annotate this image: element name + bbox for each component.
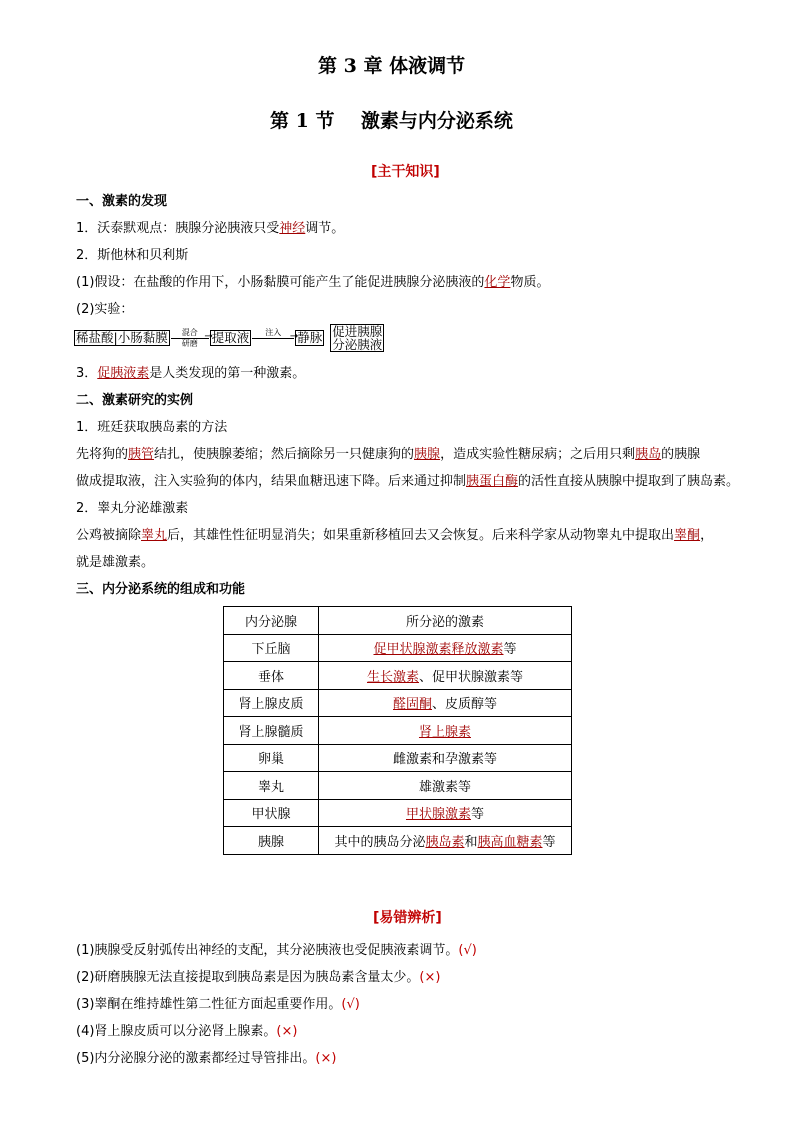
- answer-nerve: 神经: [279, 221, 306, 236]
- cell-hormones: [319, 689, 572, 717]
- experiment-flow: [74, 323, 384, 353]
- judgement-item: [76, 1047, 336, 1066]
- judgement-item: [76, 1020, 297, 1039]
- answer: 醛固酮: [392, 697, 432, 713]
- cell-hormones: [319, 717, 572, 745]
- paragraph-starling-bayliss: 2．斯他林和贝利斯: [76, 248, 189, 263]
- text: 结扎，使胰腺萎缩；然后摘除另一只健康狗的: [154, 447, 415, 462]
- error-analysis-heading: [易错辨析]: [373, 910, 442, 926]
- paragraph-testis-line2: 就是雄激素。: [76, 555, 155, 570]
- judgement-item: [76, 966, 440, 985]
- table-header-row: [224, 607, 572, 635]
- cell-gland: 垂体: [224, 662, 319, 690]
- text: 等: [503, 642, 517, 658]
- arrow-label-bottom: 研磨: [181, 339, 198, 348]
- text: 的活性直接从胰腺中提取到了胰岛素。: [518, 474, 740, 489]
- text: 等: [471, 807, 485, 823]
- paragraph-secretin: [76, 362, 305, 381]
- table-row: [224, 634, 572, 662]
- text: 做成提取液，注入实验狗的体内，结果血糖迅速下降。后来通过抑制: [76, 474, 467, 489]
- flow-box-extract: 提取液: [211, 330, 250, 345]
- table-row: [224, 799, 572, 827]
- answer-pancreas: 胰腺: [414, 447, 441, 462]
- text: 调节。: [305, 221, 345, 236]
- text: (1)假设：在盐酸的作用下，小肠黏膜可能产生了能促进胰腺分泌胰液的: [76, 275, 485, 290]
- chapter-title: 第 3 章 体液调节: [318, 55, 466, 77]
- judgement-mark: (×): [276, 1024, 298, 1039]
- text: 的胰腺: [661, 447, 701, 462]
- text: 3．: [76, 366, 98, 381]
- judgement-text: (5)内分泌腺分泌的激素都经过导管排出。: [76, 1051, 316, 1066]
- table-row: [224, 662, 572, 690]
- paragraph-banting-line1: [76, 443, 700, 462]
- cell-hormones: 雌激素和孕激素等: [319, 744, 572, 772]
- text: ，: [700, 528, 714, 543]
- flow-arrow-inject: [252, 328, 299, 348]
- text: 等: [542, 834, 556, 850]
- answer-trypsin: 胰蛋白酶: [466, 474, 519, 489]
- cell-gland: 卵巢: [224, 744, 319, 772]
- cell-gland: 下丘脑: [224, 634, 319, 662]
- table-row: [224, 744, 572, 772]
- answer-testis: 睾丸: [141, 528, 168, 543]
- cell-gland: 胰腺: [224, 827, 319, 855]
- flow-box-vein: 静脉: [297, 330, 323, 345]
- judgement-mark: (√): [458, 943, 477, 958]
- answer-chemical: 化学: [484, 275, 511, 290]
- text: 和: [464, 834, 478, 850]
- result-line-1: 促进胰腺: [332, 324, 383, 339]
- judgement-text: (1)胰腺受反射弧传出神经的支配，其分泌胰液也受促胰液素调节。: [76, 943, 459, 958]
- paragraph-testis-title: 2．睾丸分泌雄激素: [76, 501, 189, 516]
- flow-arrow-mix: [171, 328, 213, 348]
- text: 先将狗的: [76, 447, 129, 462]
- cell-hormones: [319, 662, 572, 690]
- table-row: [224, 689, 572, 717]
- paragraph-banting-line2: [76, 470, 739, 489]
- table-row: [224, 827, 572, 855]
- paragraph-hypothesis: [76, 271, 549, 290]
- judgement-item: [76, 993, 360, 1012]
- cell-hormones: [319, 827, 572, 855]
- main-knowledge-heading: [主干知识]: [371, 164, 440, 180]
- heading-research-examples: 二、激素研究的实例: [76, 393, 194, 408]
- text: 1．沃泰默观点：胰腺分泌胰液只受: [76, 221, 280, 236]
- result-line-2: 分泌胰液: [332, 337, 383, 352]
- table-row: [224, 772, 572, 800]
- arrow-label-top: 混合: [181, 328, 198, 337]
- paragraph-banting-title: 1．班廷获取胰岛素的方法: [76, 420, 228, 435]
- cell-gland: 甲状腺: [224, 799, 319, 827]
- flow-box-acid-mucosa: 稀盐酸|小肠黏膜: [76, 330, 168, 345]
- answer: 甲状腺激素: [405, 807, 471, 823]
- cell-hormones: [319, 799, 572, 827]
- text: 其中的胰岛分泌: [334, 834, 426, 850]
- answer: 胰高血糖素: [477, 834, 543, 850]
- answer-islets: 胰岛: [635, 447, 662, 462]
- text: 、皮质醇等: [432, 697, 498, 713]
- paragraph-experiment: (2)实验：: [76, 302, 134, 317]
- text: 后，其雄性性征明显消失；如果重新移植回去又会恢复。后来科学家从动物睾丸中提取出: [167, 528, 675, 543]
- arrow-label-top: 注入: [265, 328, 282, 337]
- text: ，造成实验性糖尿病；之后用只剩: [440, 447, 636, 462]
- text: 、促甲状腺激素等: [419, 669, 524, 685]
- cell-hormones: 雄激素等: [319, 772, 572, 800]
- text: 是人类发现的第一种激素。: [149, 366, 306, 381]
- judgement-text: (4)肾上腺皮质可以分泌肾上腺素。: [76, 1024, 277, 1039]
- text: 物质。: [510, 275, 550, 290]
- paragraph-testis-line1: [76, 524, 713, 543]
- judgement-text: (3)睾酮在维持雄性第二性征方面起重要作用。: [76, 997, 342, 1012]
- header-gland: 内分泌腺: [224, 607, 319, 635]
- cell-gland: 肾上腺髓质: [224, 717, 319, 745]
- cell-gland: 睾丸: [224, 772, 319, 800]
- text: 公鸡被摘除: [76, 528, 142, 543]
- judgement-mark: (×): [315, 1051, 337, 1066]
- paragraph-wertheimer: [76, 217, 344, 236]
- heading-hormone-discovery: 一、激素的发现: [76, 194, 168, 209]
- answer-pancreatic-duct: 胰管: [128, 447, 155, 462]
- judgement-item: [76, 939, 477, 958]
- table-row: [224, 717, 572, 745]
- flow-box-result: [330, 324, 384, 352]
- answer: 促甲状腺激素释放激素: [373, 642, 504, 658]
- cell-hormones: [319, 634, 572, 662]
- arrow-line: →: [171, 338, 209, 339]
- answer: 胰岛素: [425, 834, 465, 850]
- endocrine-table: [223, 606, 572, 855]
- heading-endocrine-system: 三、内分泌系统的组成和功能: [76, 582, 246, 597]
- answer-secretin: 促胰液素: [97, 366, 150, 381]
- judgement-mark: (×): [419, 970, 441, 985]
- header-hormones: 所分泌的激素: [319, 607, 572, 635]
- answer: 肾上腺素: [418, 724, 471, 740]
- judgement-mark: (√): [341, 997, 360, 1012]
- section-title: 第 1 节 激素与内分泌系统: [270, 110, 513, 132]
- answer-testosterone: 睾酮: [674, 528, 701, 543]
- cell-gland: 肾上腺皮质: [224, 689, 319, 717]
- arrow-line: →: [252, 338, 294, 339]
- judgement-text: (2)研磨胰腺无法直接提取到胰岛素是因为胰岛素含量太少。: [76, 970, 420, 985]
- answer: 生长激素: [366, 669, 419, 685]
